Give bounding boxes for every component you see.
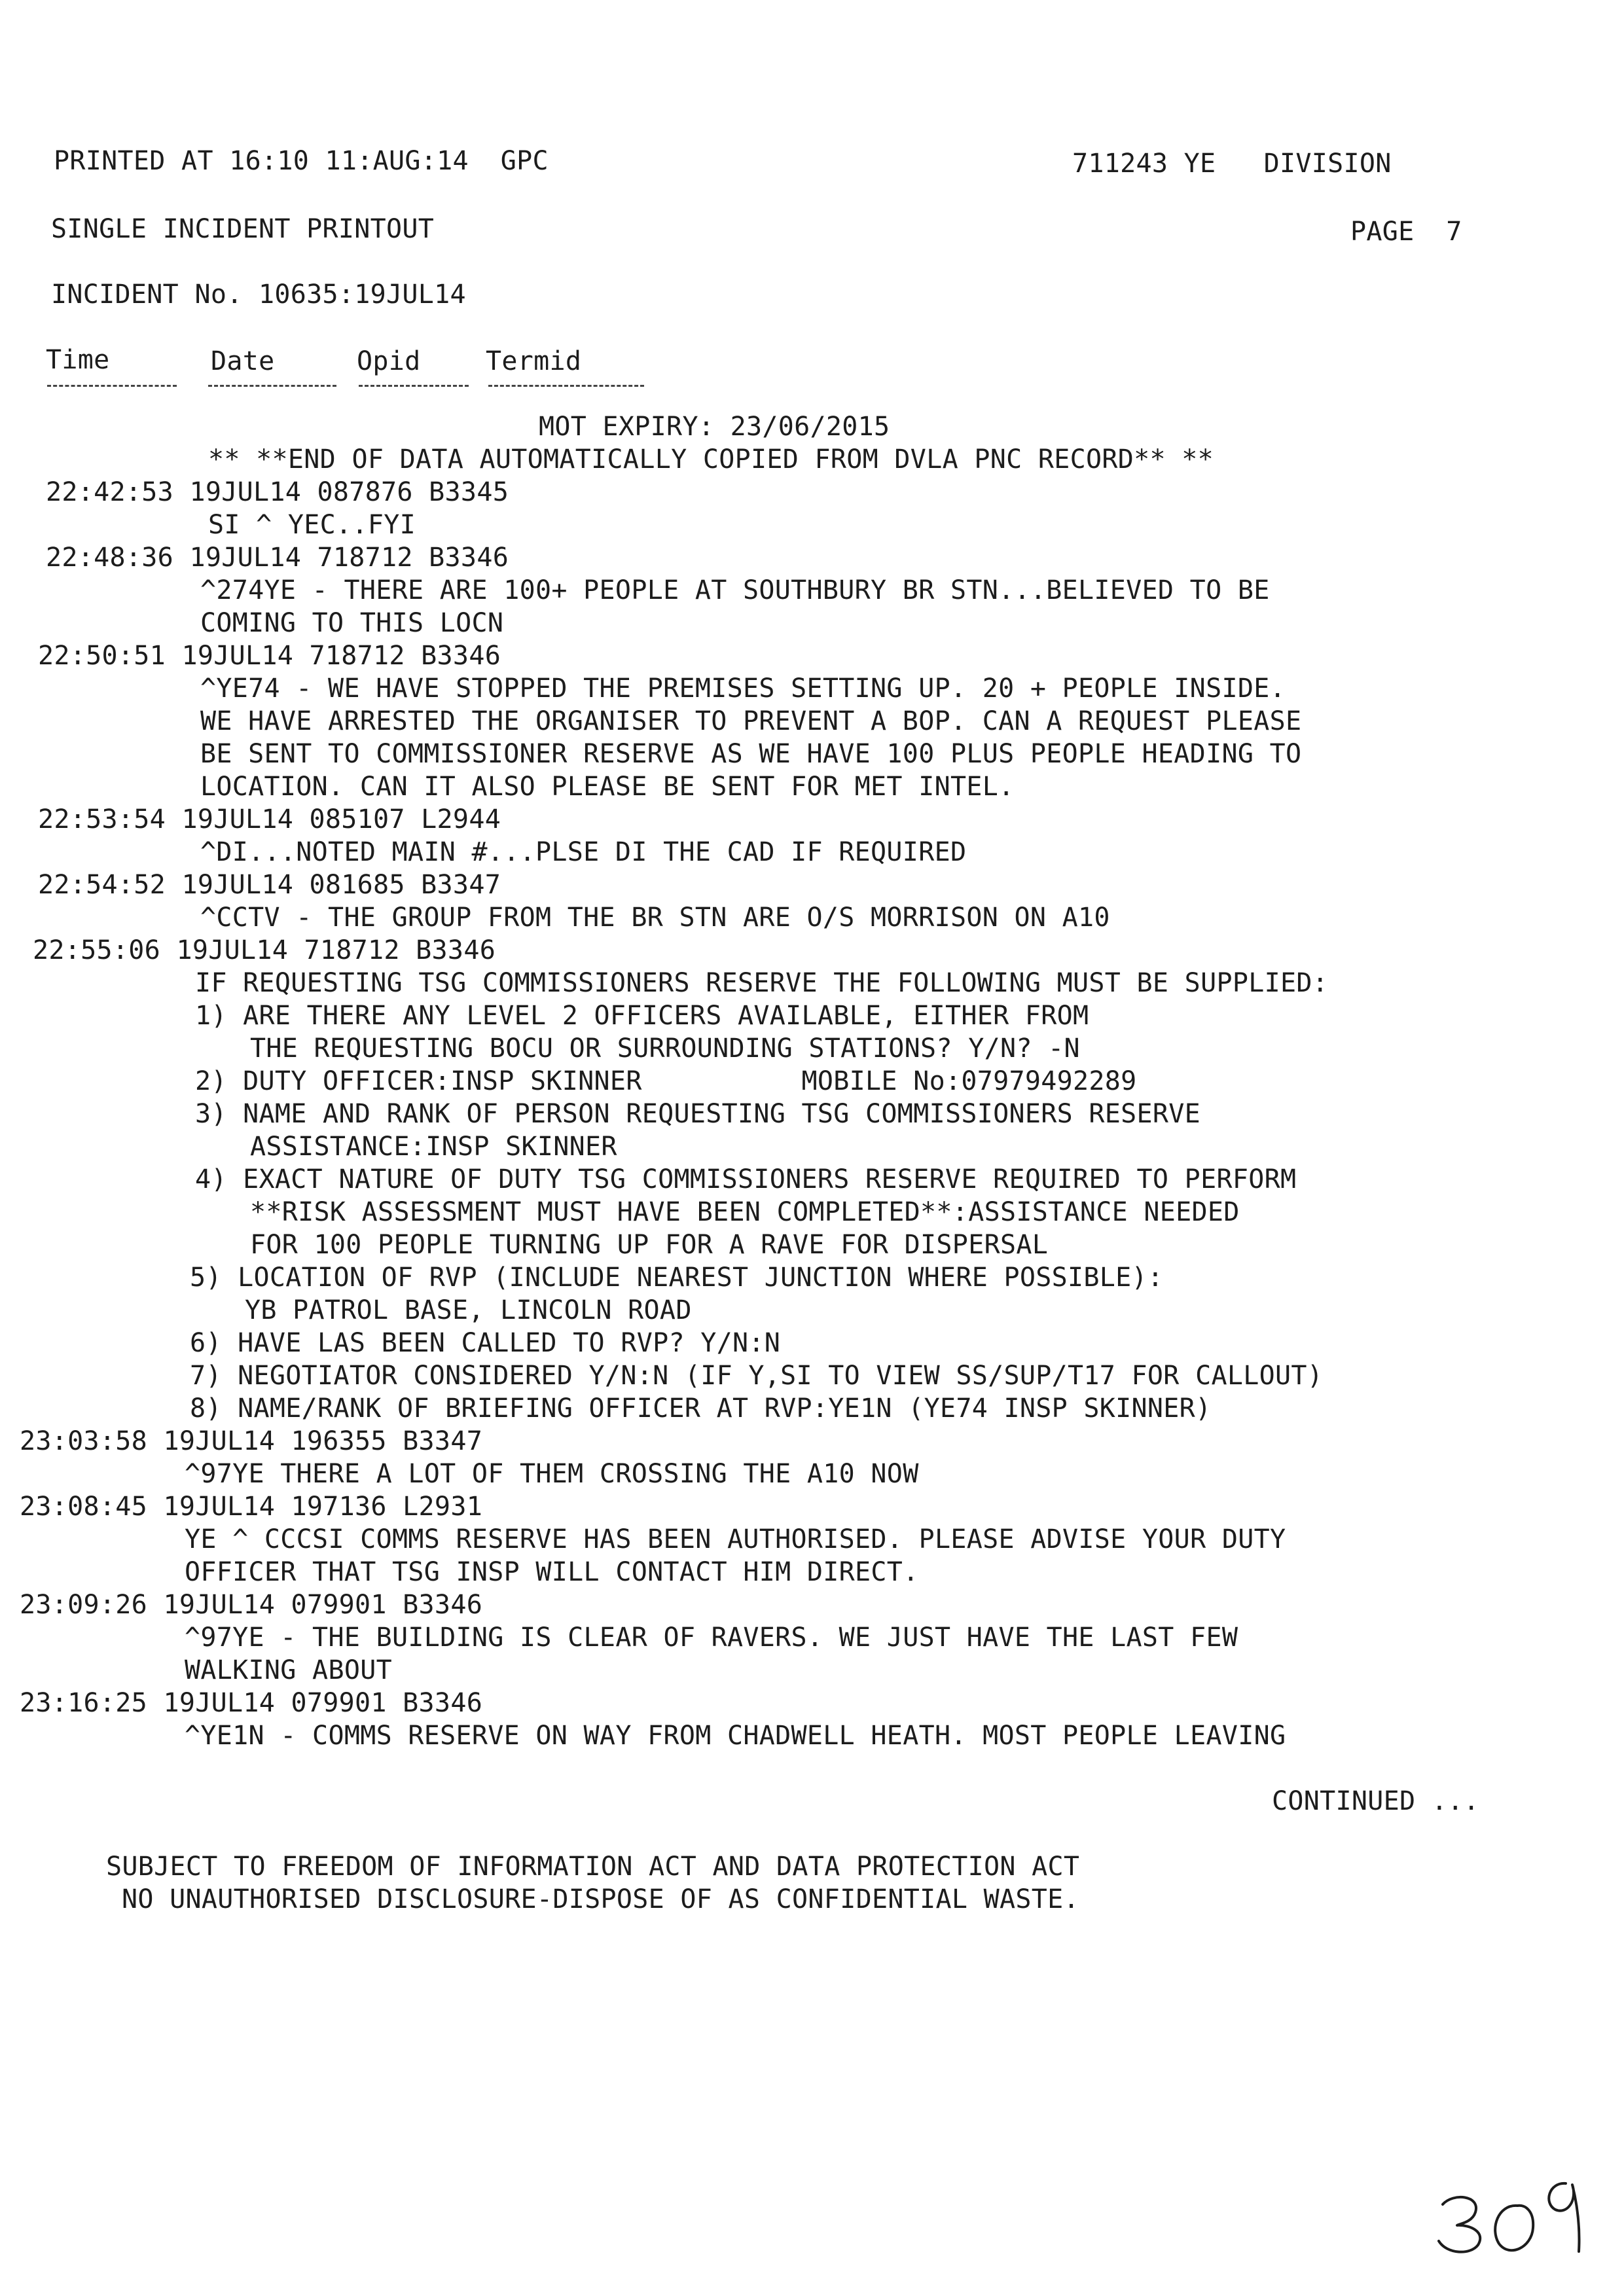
log-line: THE REQUESTING BOCU OR SURROUNDING STATIONS? Y/N? -N xyxy=(250,1033,1080,1064)
log-entry-header: 23:09:26 19JUL14 079901 B3346 xyxy=(20,1590,483,1620)
log-entry-header: 22:42:53 19JUL14 087876 B3345 xyxy=(46,477,509,507)
log-line: FOR 100 PEOPLE TURNING UP FOR A RAVE FOR DISPERSAL xyxy=(250,1230,1049,1260)
division: 711243 YE DIVISION xyxy=(1072,149,1392,179)
log-entry-header: 22:55:06 19JUL14 718712 B3346 xyxy=(33,935,496,965)
log-entry-header: 22:50:51 19JUL14 718712 B3346 xyxy=(38,641,501,671)
log-line: 8) NAME/RANK OF BRIEFING OFFICER AT RVP:YE1N (YE74 INSP SKINNER) xyxy=(190,1393,1212,1424)
document-title: SINGLE INCIDENT PRINTOUT xyxy=(51,214,435,244)
log-line: IF REQUESTING TSG COMMISSIONERS RESERVE THE FOLLOWING MUST BE SUPPLIED: xyxy=(195,968,1329,998)
separator-opid xyxy=(359,385,469,387)
separator-termid xyxy=(488,385,644,387)
log-line: 4) EXACT NATURE OF DUTY TSG COMMISSIONERS RESERVE REQUIRED TO PERFORM xyxy=(195,1164,1297,1194)
column-header-time: Time xyxy=(46,345,110,375)
log-line: 1) ARE THERE ANY LEVEL 2 OFFICERS AVAILABLE, EITHER FROM xyxy=(195,1001,1089,1031)
footer-notice-line1: SUBJECT TO FREEDOM OF INFORMATION ACT AND DATA PROTECTION ACT xyxy=(106,1852,1080,1882)
log-line: MOT EXPIRY: 23/06/2015 xyxy=(539,412,890,442)
log-entry-header: 22:48:36 19JUL14 718712 B3346 xyxy=(46,543,509,573)
incident-number: INCIDENT No. 10635:19JUL14 xyxy=(51,279,466,310)
log-line: YB PATROL BASE, LINCOLN ROAD xyxy=(245,1295,692,1325)
log-entry-header: 22:53:54 19JUL14 085107 L2944 xyxy=(38,804,501,834)
handwritten-page-number xyxy=(1420,2160,1591,2258)
log-line: ^YE74 - WE HAVE STOPPED THE PREMISES SETTING UP. 20 + PEOPLE INSIDE. xyxy=(200,673,1286,704)
log-line: LOCATION. CAN IT ALSO PLEASE BE SENT FOR MET INTEL. xyxy=(200,772,1015,802)
log-line: ^DI...NOTED MAIN #...PLSE DI THE CAD IF REQUIRED xyxy=(200,837,967,867)
log-line: ^CCTV - THE GROUP FROM THE BR STN ARE O/S MORRISON ON A10 xyxy=(200,903,1110,933)
separator-time xyxy=(47,385,177,387)
log-entry-header: 22:54:52 19JUL14 081685 B3347 xyxy=(38,870,501,900)
log-line: ** **END OF DATA AUTOMATICALLY COPIED FROM DVLA PNC RECORD** ** xyxy=(208,444,1214,475)
log-line: 3) NAME AND RANK OF PERSON REQUESTING TSG COMMISSIONERS RESERVE xyxy=(195,1099,1201,1129)
column-header-date: Date xyxy=(211,346,275,376)
continued-marker: CONTINUED ... xyxy=(1272,1786,1479,1816)
column-header-opid: Opid xyxy=(357,346,421,376)
column-header-termid: Termid xyxy=(486,346,582,376)
page-number: PAGE 7 xyxy=(1350,217,1462,247)
log-line: **RISK ASSESSMENT MUST HAVE BEEN COMPLETED**:ASSISTANCE NEEDED xyxy=(250,1197,1240,1227)
log-line: COMING TO THIS LOCN xyxy=(200,608,504,638)
log-entry-header: 23:08:45 19JUL14 197136 L2931 xyxy=(20,1492,483,1522)
log-line: ^97YE - THE BUILDING IS CLEAR OF RAVERS. WE JUST HAVE THE LAST FEW xyxy=(185,1623,1238,1653)
log-line: ^274YE - THERE ARE 100+ PEOPLE AT SOUTHBURY BR STN...BELIEVED TO BE xyxy=(200,575,1270,605)
log-line: ^97YE THERE A LOT OF THEM CROSSING THE A10 NOW xyxy=(185,1459,919,1489)
log-line: 7) NEGOTIATOR CONSIDERED Y/N:N (IF Y,SI TO VIEW SS/SUP/T17 FOR CALLOUT) xyxy=(190,1361,1324,1391)
printed-at: PRINTED AT 16:10 11:AUG:14 GPC xyxy=(54,146,549,176)
log-line: 2) DUTY OFFICER:INSP SKINNER MOBILE No:07979492289 xyxy=(195,1066,1137,1096)
log-line: ^YE1N - COMMS RESERVE ON WAY FROM CHADWELL HEATH. MOST PEOPLE LEAVING xyxy=(185,1721,1286,1751)
footer-notice-line2: NO UNAUTHORISED DISCLOSURE-DISPOSE OF AS CONFIDENTIAL WASTE. xyxy=(122,1884,1079,1914)
log-line: ASSISTANCE:INSP SKINNER xyxy=(250,1132,617,1162)
log-entry-header: 23:03:58 19JUL14 196355 B3347 xyxy=(20,1426,483,1456)
log-line: WALKING ABOUT xyxy=(185,1655,392,1685)
separator-date xyxy=(208,385,336,387)
log-entry-header: 23:16:25 19JUL14 079901 B3346 xyxy=(20,1688,483,1718)
log-line: YE ^ CCCSI COMMS RESERVE HAS BEEN AUTHORISED. PLEASE ADVISE YOUR DUTY xyxy=(185,1524,1286,1554)
log-line: OFFICER THAT TSG INSP WILL CONTACT HIM DIRECT. xyxy=(185,1557,919,1587)
log-line: SI ^ YEC..FYI xyxy=(208,510,416,540)
log-line: 6) HAVE LAS BEEN CALLED TO RVP? Y/N:N xyxy=(190,1328,781,1358)
log-line: 5) LOCATION OF RVP (INCLUDE NEAREST JUNCTION WHERE POSSIBLE): xyxy=(190,1263,1164,1293)
log-line: WE HAVE ARRESTED THE ORGANISER TO PREVENT A BOP. CAN A REQUEST PLEASE xyxy=(200,706,1302,736)
log-line: BE SENT TO COMMISSIONER RESERVE AS WE HAVE 100 PLUS PEOPLE HEADING TO xyxy=(200,739,1302,769)
